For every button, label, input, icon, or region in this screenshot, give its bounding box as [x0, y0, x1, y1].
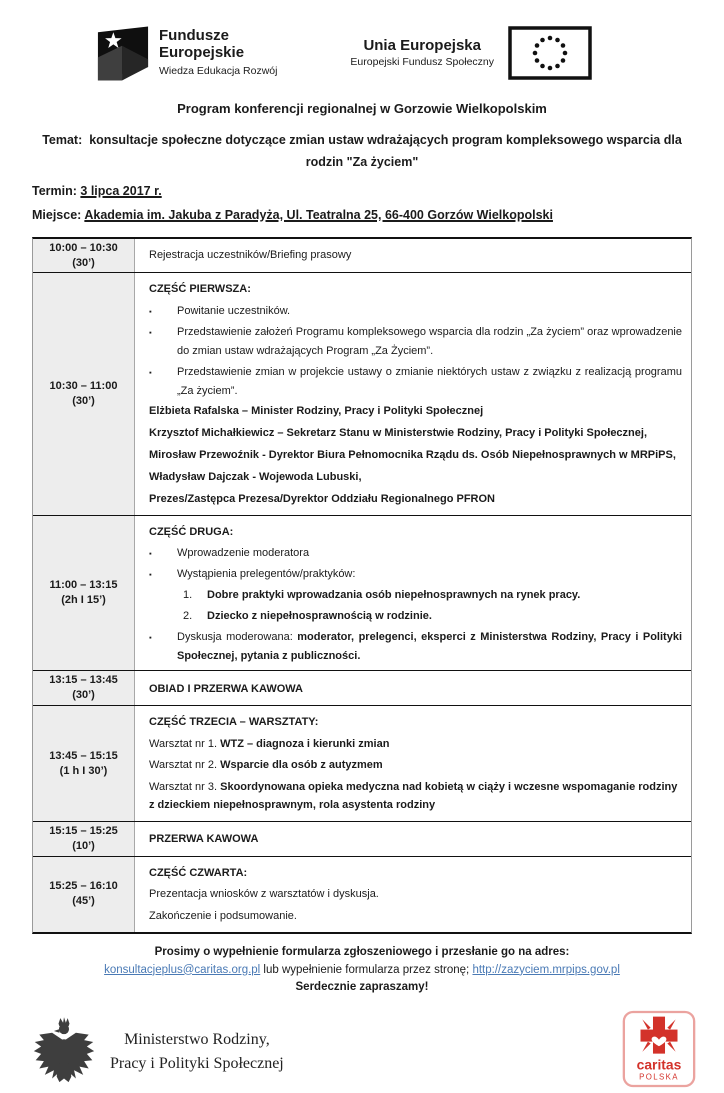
bullet-icon: ▪: [149, 306, 152, 316]
topic-text: konsultacje społeczne dotyczące zmian ustaw wdrażających program kompleksowego wsparcia dla rodzin "Za życiem": [89, 133, 682, 169]
time-text: 15:15 – 15:25: [49, 824, 118, 837]
time-text: (1 h I 30’): [59, 764, 108, 777]
time-text: (2h I 15’): [61, 594, 106, 606]
footer-line3: Serdecznie zapraszamy!: [295, 981, 429, 994]
text-run: Władysław Dajczak - Wojewoda Lubuski,: [149, 470, 362, 483]
text-run: CZĘŚĆ PIERWSZA:: [149, 283, 251, 296]
time-cell: [33, 239, 135, 273]
text-run: Prezes/Zastępca Prezesa/Dyrektor Oddziału Regionalnego PFRON: [149, 492, 495, 505]
program-text: [149, 491, 682, 509]
bullet-item: [149, 565, 682, 584]
footer-mid-text: lub wypełnienie formularza przez stronę;: [260, 963, 473, 976]
content-cell: [135, 671, 691, 705]
ministry-name: [110, 1028, 284, 1076]
program-text: [149, 469, 682, 487]
text-run: WTZ – diagnoza i kierunki zmian: [220, 737, 390, 750]
bullet-text: [177, 544, 682, 563]
fundusze-europejskie-logo: [96, 24, 277, 81]
table-row: [33, 822, 691, 857]
header-logos: [96, 24, 592, 81]
text-run: Warsztat nr 3.: [149, 781, 221, 794]
text-run: CZĘŚĆ CZWARTA:: [149, 866, 248, 879]
item-number: 2.: [183, 609, 193, 622]
time-text: 13:45 – 15:15: [49, 749, 118, 762]
footer-line1: Prosimy o wypełnienie formularza zgłoszeniowego i przesłanie go na adres:: [154, 945, 570, 958]
text-run: PRZERWA KAWOWA: [149, 833, 259, 845]
page-title: Program konferencji regionalnej w Gorzowie Wielkopolskim: [177, 101, 547, 116]
content-cell: [135, 273, 691, 514]
text-run: CZĘŚĆ DRUGA:: [149, 525, 234, 538]
table-row: [33, 239, 691, 274]
time-text: 13:15 – 13:45: [49, 674, 118, 687]
content-cell: [135, 857, 691, 932]
program-text: [149, 779, 682, 815]
date-value: 3 lipca 2017 r.: [80, 183, 162, 198]
time-text: (30’): [72, 689, 95, 702]
bullet-icon: ▪: [149, 632, 152, 642]
numbered-item: [183, 607, 682, 626]
website-link[interactable]: http://zazyciem.mrpips.gov.pl: [472, 963, 620, 976]
content-cell: [135, 822, 691, 856]
content-cell: [135, 516, 691, 671]
time-text: 11:00 – 13:15: [49, 579, 118, 592]
unia-europejska-logo: [350, 26, 592, 80]
fe-logo-subtitle: Wiedza Edukacja Rozwój: [159, 64, 278, 77]
session-heading: [149, 281, 682, 298]
program-text: [149, 447, 682, 465]
time-cell: [33, 706, 135, 821]
fe-logo-line2: Europejskie: [159, 43, 245, 61]
time-text: 15:25 – 16:10: [49, 880, 118, 893]
table-row: [33, 671, 691, 706]
bullet-text: [177, 628, 682, 666]
text-run: Wystąpienia prelegentów/praktyków:: [177, 567, 356, 580]
session-heading: [149, 865, 682, 882]
bullet-item: [149, 323, 682, 361]
bullet-text: [177, 565, 682, 584]
text-run: Dyskusja moderowana:: [177, 630, 298, 643]
bullet-item: [149, 363, 682, 401]
program-text: [149, 247, 682, 265]
time-text: (30’): [72, 256, 95, 269]
bullet-text: [177, 363, 682, 401]
ministry-logo: [32, 1016, 284, 1088]
session-heading: [149, 681, 682, 698]
bullet-item: [149, 628, 682, 666]
text-run: Przedstawienie zmian w projekcie ustawy o zmianie niektórych ustaw z związku z realizacją programu „Za życiem”.: [177, 365, 682, 397]
item-number: 1.: [183, 588, 193, 601]
eu-logo-text: [350, 37, 494, 68]
content-cell: [135, 706, 691, 821]
bullet-icon: ▪: [149, 549, 152, 559]
caritas-polska-icon: [622, 1010, 696, 1088]
fe-logo-line1: Fundusze: [159, 27, 229, 45]
time-text: (30’): [72, 394, 95, 407]
table-row: [33, 273, 691, 515]
bullet-icon: ▪: [149, 569, 152, 579]
item-text: [207, 607, 682, 626]
program-text: [149, 757, 682, 775]
venue-label: Miejsce:: [32, 207, 82, 222]
document-page: [0, 24, 724, 1082]
program-text: [149, 908, 682, 926]
program-table: [32, 237, 692, 934]
session-heading: [149, 831, 682, 848]
table-row: [33, 516, 691, 672]
text-run: Skoordynowana opieka medyczna nad kobietą w ciąży i wczesne wspomaganie rodziny z dzieckiem niepełnosprawnym, rola asystenta rodziny: [149, 781, 678, 812]
text-run: Prezentacja wniosków z warsztatów i dyskusja.: [149, 888, 379, 901]
time-cell: [33, 857, 135, 932]
eu-logo-line2: Europejski Fundusz Społeczny: [350, 56, 494, 68]
topic-line: [40, 130, 684, 174]
time-cell: [33, 516, 135, 671]
fe-logo-text: [159, 28, 277, 76]
session-heading: [149, 524, 682, 541]
time-text: 10:00 – 10:30: [49, 241, 118, 254]
text-run: Mirosław Przewoźnik - Dyrektor Biura Pełnomocnika Rządu ds. Osób Niepełnosprawnych w MRPiPS,: [149, 449, 676, 462]
content-cell: [135, 239, 691, 273]
program-text: [149, 736, 682, 754]
footer-note: [0, 944, 724, 997]
program-text: [149, 886, 682, 904]
bullet-icon: ▪: [149, 367, 152, 377]
text-run: Krzysztof Michałkiewicz – Sekretarz Stanu w Ministerstwie Rodziny, Pracy i Polityki Społecznej,: [149, 427, 648, 440]
text-run: Warsztat nr 2.: [149, 759, 221, 772]
program-text: [149, 403, 682, 421]
text-run: OBIAD I PRZERWA KAWOWA: [149, 682, 303, 695]
ministry-name-line1: Ministerstwo Rodziny,: [124, 1030, 270, 1048]
text-run: Przedstawienie założeń Programu kompleksowego wsparcia dla rodzin „Za życiem” oraz wprowadzenie do zmian ustaw wdrażających Program „Za Życiem”.: [177, 325, 682, 357]
program-text: [149, 425, 682, 443]
session-heading: [149, 714, 682, 731]
date-line: [32, 184, 692, 198]
time-cell: [33, 822, 135, 856]
time-cell: [33, 671, 135, 705]
table-row: [33, 706, 691, 822]
text-run: Warsztat nr 1.: [149, 737, 221, 750]
time-text: (45’): [72, 895, 95, 908]
footer-line2: [0, 962, 724, 980]
text-run: Dziecko z niepełnosprawnością w rodzinie.: [207, 609, 432, 622]
time-text: (10’): [72, 839, 95, 852]
numbered-item: [183, 586, 682, 605]
caritas-polska-text: POLSKA: [639, 1072, 679, 1082]
fe-flag-icon: [96, 24, 150, 81]
item-text: [207, 586, 682, 605]
eu-logo-line1: Unia Europejska: [363, 37, 481, 54]
text-run: Wprowadzenie moderatora: [177, 547, 310, 560]
bullet-icon: ▪: [149, 327, 152, 337]
bullet-text: [177, 302, 682, 321]
topic-label: Temat:: [42, 133, 83, 147]
caritas-logo: [622, 1010, 696, 1093]
ministry-name-line2: Pracy i Polityki Społecznej: [110, 1054, 284, 1072]
date-label: Termin:: [32, 183, 77, 198]
eu-flag-icon: [508, 26, 592, 80]
text-run: moderator, prelegenci, eksperci z Ministerstwa Rodziny, Pracy i Polityki Społecznej, pytania z publiczności.: [177, 630, 682, 662]
table-row: [33, 857, 691, 932]
bottom-logos: [0, 1010, 724, 1093]
time-text: 10:30 – 11:00: [49, 380, 118, 393]
text-run: Powitanie uczestników.: [177, 304, 291, 317]
text-run: Rejestracja uczestników/Briefing prasowy: [149, 248, 352, 261]
time-cell: [33, 273, 135, 514]
text-run: CZĘŚĆ TRZECIA – WARSZTATY:: [149, 716, 319, 729]
bullet-text: [177, 323, 682, 361]
email-link[interactable]: konsultacjeplus@caritas.org.pl: [104, 963, 261, 976]
text-run: Elżbieta Rafalska – Minister Rodziny, Pracy i Polityki Społecznej: [149, 405, 484, 418]
text-run: Dobre praktyki wprowadzania osób niepełnosprawnych na rynek pracy.: [207, 588, 581, 601]
venue-value: Akademia im. Jakuba z Paradyża, Ul. Teatralna 25, 66-400 Gorzów Wielkopolski: [84, 207, 553, 222]
polish-eagle-icon: [32, 1016, 96, 1088]
text-run: Zakończenie i podsumowanie.: [149, 909, 297, 922]
text-run: Wsparcie dla osób z autyzmem: [220, 759, 383, 772]
caritas-text: caritas: [636, 1056, 682, 1073]
bullet-item: [149, 544, 682, 563]
bullet-item: [149, 302, 682, 321]
venue-line: [32, 208, 692, 222]
